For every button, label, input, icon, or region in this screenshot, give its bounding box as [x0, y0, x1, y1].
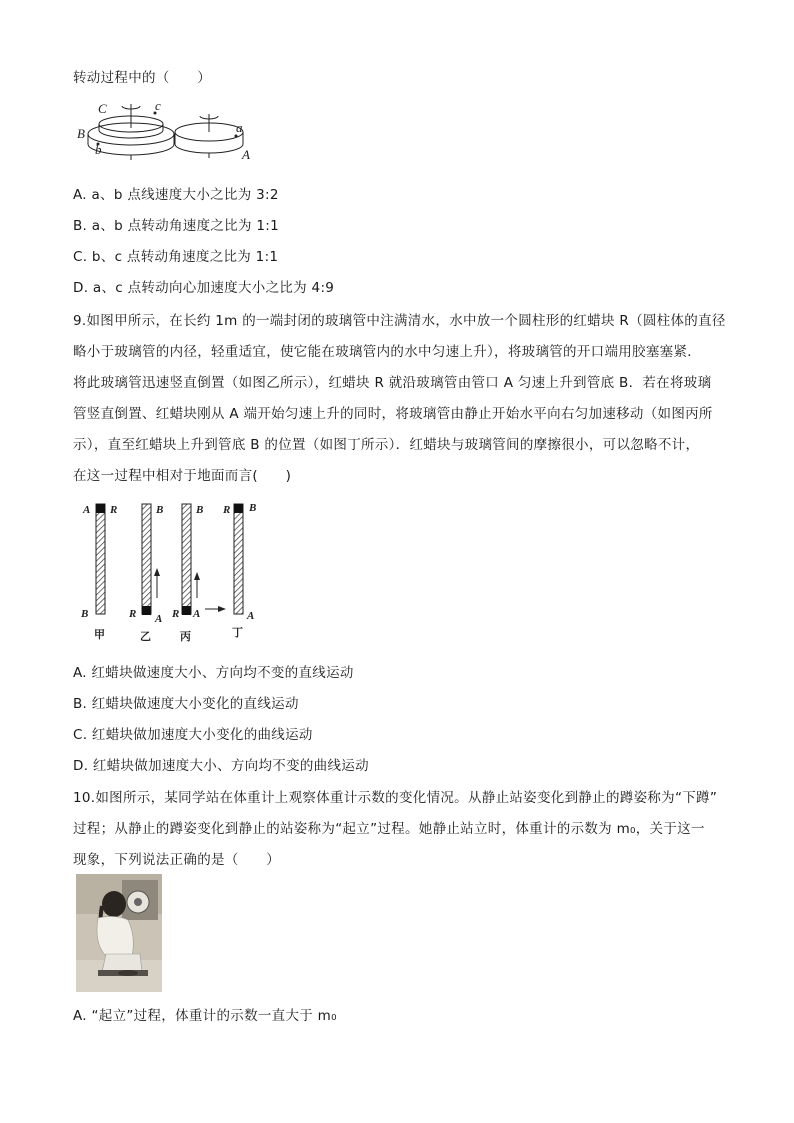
q9-tube-figure — [76, 496, 276, 646]
yi-label-bottom-left: R — [129, 608, 137, 620]
yi-label-bottom-right: A — [155, 613, 163, 625]
q9-stem-line-3: 将此玻璃管迅速竖直倒置（如图乙所示），红蜡块 R 就沿玻璃管由管口 A 匀速上升到管底 B．若在将玻璃 — [73, 375, 712, 391]
bing-label-top: B — [196, 504, 204, 516]
q10-option-a: A. “起立”过程，体重计的示数一直大于 m₀ — [73, 1008, 337, 1024]
ding-label-top-left: R — [223, 504, 231, 516]
q10-stem-line-2: 过程；从静止的蹲姿变化到静止的站姿称为“起立”过程。她静止站立时，体重计的示数为 m₀，关于这一 — [73, 821, 705, 837]
q10-stem-line-3: 现象，下列说法正确的是（ ） — [73, 852, 280, 868]
q9-option-d: D. 红蜡块做加速度大小、方向均不变的曲线运动 — [73, 758, 369, 774]
q10-stem-line-1: 10.如图所示，某同学站在体重计上观察体重计示数的变化情况。从静止站姿变化到静止的蹲姿称为“下蹲” — [73, 790, 718, 806]
fig-label-B: B — [77, 126, 85, 141]
squatting-girl-illustration — [76, 874, 162, 992]
jia-label-top-left: A — [83, 504, 91, 516]
q8-stem-tail: 转动过程中的（ ） — [73, 70, 211, 86]
caption-ding: 丁 — [232, 626, 243, 639]
q9-stem-line-2: 略小于玻璃管的内径，轻重适宜，使它能在玻璃管内的水中匀速上升），将玻璃管的开口端用胶塞塞紧． — [73, 344, 702, 360]
caption-yi: 乙 — [140, 630, 151, 643]
fig-label-A: A — [242, 147, 250, 162]
q9-stem-line-6: 在这一过程中相对于地面而言( ) — [73, 468, 292, 484]
q9-option-b: B. 红蜡块做速度大小变化的直线运动 — [73, 696, 299, 712]
q8-option-d: D. a、c 点转动向心加速度大小之比为 4:9 — [73, 280, 335, 296]
q8-option-b: B. a、b 点转动角速度之比为 1:1 — [73, 218, 279, 234]
q9-option-c: C. 红蜡块做加速度大小变化的曲线运动 — [73, 727, 313, 743]
q9-stem-line-1: 9.如图甲所示，在长约 1m 的一端封闭的玻璃管中注满清水，水中放一个圆柱形的红蜡块 R（圆柱体的直径 — [73, 313, 726, 329]
caption-jia: 甲 — [94, 628, 105, 641]
q8-option-a: A. a、b 点线速度大小之比为 3:2 — [73, 187, 279, 203]
fig-label-C: C — [98, 101, 107, 116]
q8-option-c: C. b、c 点转动角速度之比为 1:1 — [73, 249, 279, 265]
fig-label-a: a — [236, 120, 243, 135]
q10-photo — [76, 874, 162, 992]
q9-stem-line-4: 管竖直倒置、红蜡块刚从 A 端开始匀速上升的同时，将玻璃管由静止开始水平向右匀加速移动（如图丙所 — [73, 406, 713, 422]
q8-disc-figure — [76, 96, 256, 168]
fig-label-b: b — [95, 142, 102, 157]
ding-label-bottom: A — [247, 610, 255, 622]
q9-stem-line-5: 示），直至红蜡块上升到管底 B 的位置（如图丁所示）．红蜡块与玻璃管间的摩擦很小，可以忽略不计， — [73, 437, 700, 453]
jia-label-bottom: B — [81, 608, 89, 620]
bing-label-bottom-right: A — [193, 608, 201, 620]
fig-label-c: c — [155, 98, 161, 113]
ding-label-top-right: B — [249, 502, 257, 514]
yi-label-top: B — [156, 504, 164, 516]
q9-option-a: A. 红蜡块做速度大小、方向均不变的直线运动 — [73, 665, 354, 681]
caption-bing: 丙 — [180, 630, 191, 643]
jia-label-top-right: R — [110, 504, 118, 516]
bing-label-bottom-left: R — [172, 608, 180, 620]
